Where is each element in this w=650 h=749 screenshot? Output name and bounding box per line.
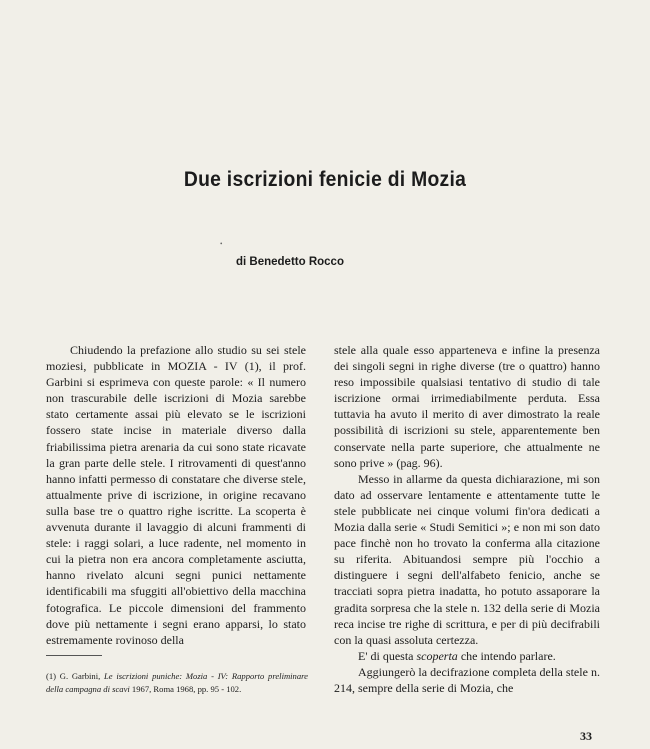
left-paragraph-1: Chiudendo la prefazione allo studio su sei stele moziesi, pubblicate in MOZIA - IV (1), il prof. Garbini si esprimeva con queste parole: « Il numero non trascurabile delle iscrizioni di Mozia sarebbe stato certamente assai più elevato se le iscrizioni fossero state incise in materiale diverso dalla friabilissima pietra arenaria da cui sono state ricavate la gran parte delle stele. I ritrovamenti di quest'anno hanno infatti permesso di constatare che diverse stele, attualmente prive di iscrizione, in origine recavano sulla base tre o quattro righe iscritte. La scoperta è avvenuta durante il lavaggio di alcuni frammenti di stele: i raggi solari, a luce radente, nel momento in cui la pietra non era ancora completamente asciutta, hanno rivelato alcuni segni punici nettamente identificabili ma sfuggiti all'obiettivo della macchina fotografica. Le piccole dimensioni del frammento dove più nettamente i segni erano apparsi, lo stato estremamente rovinoso della xyxy=(46,343,306,647)
author-byline: di Benedetto Rocco xyxy=(236,256,344,268)
footnote-prefix: (1) G. Garbini, xyxy=(46,671,104,681)
footnote-italic: Le iscrizioni puniche: Mozia - IV: Rapporto preliminare della campagna di scavi xyxy=(46,671,308,694)
left-column xyxy=(46,342,306,648)
footnote-rule xyxy=(46,655,102,656)
footnote xyxy=(46,670,308,696)
p3-italic: scoperta xyxy=(416,648,458,663)
stray-mark: • xyxy=(220,240,223,248)
right-paragraph-3 xyxy=(334,648,600,664)
p3-before: E' di questa xyxy=(358,648,417,663)
page-number: 33 xyxy=(580,729,592,743)
right-paragraph-1: stele alla quale esso apparteneva e infine la presenza dei singoli segni in righe diverse (tre o quattro) hanno reso impossibile qualsiasi tentativo di studio di tale iscrizione ormai irrimediabilmente perduta. Essa tuttavia ha avuto il merito di aver dimostrato la reale possibilità di iscrizioni su stele, apparentemente ben conservate nella parte superiore, che attualmente ne sono prive » (pag. 96). xyxy=(334,343,600,470)
footnote-suffix: 1967, Roma 1968, pp. 95 - 102. xyxy=(129,684,242,694)
p3-after: che intendo parlare. xyxy=(457,648,556,663)
article-title: Due iscrizioni fenicie di Mozia xyxy=(183,168,467,191)
right-column xyxy=(334,342,600,696)
right-paragraph-2: Messo in allarme da questa dichiarazione, mi son dato ad osservare lentamente e attentamente tutte le stele pubblicate nei cinque volumi fin'ora dedicati a Mozia dalla serie « Studi Semitici »; e non mi son dato pace finchè non ho trovato la conferma alla citazione su riferita. Abituandosi sempre più l'occhio a distinguere i segni dell'alfabeto fenicio, anche se tracciati sopra pietra inadatta, ho potuto assaporare la gradita sorpresa che la stele n. 132 della serie di Mozia reca incise tre righe di scrittura, e per di più decifrabili con la quasi assoluta certezza. xyxy=(334,471,600,647)
right-paragraph-4: Aggiungerò la decifrazione completa della stele n. 214, sempre della serie di Mozia, che xyxy=(334,664,600,695)
